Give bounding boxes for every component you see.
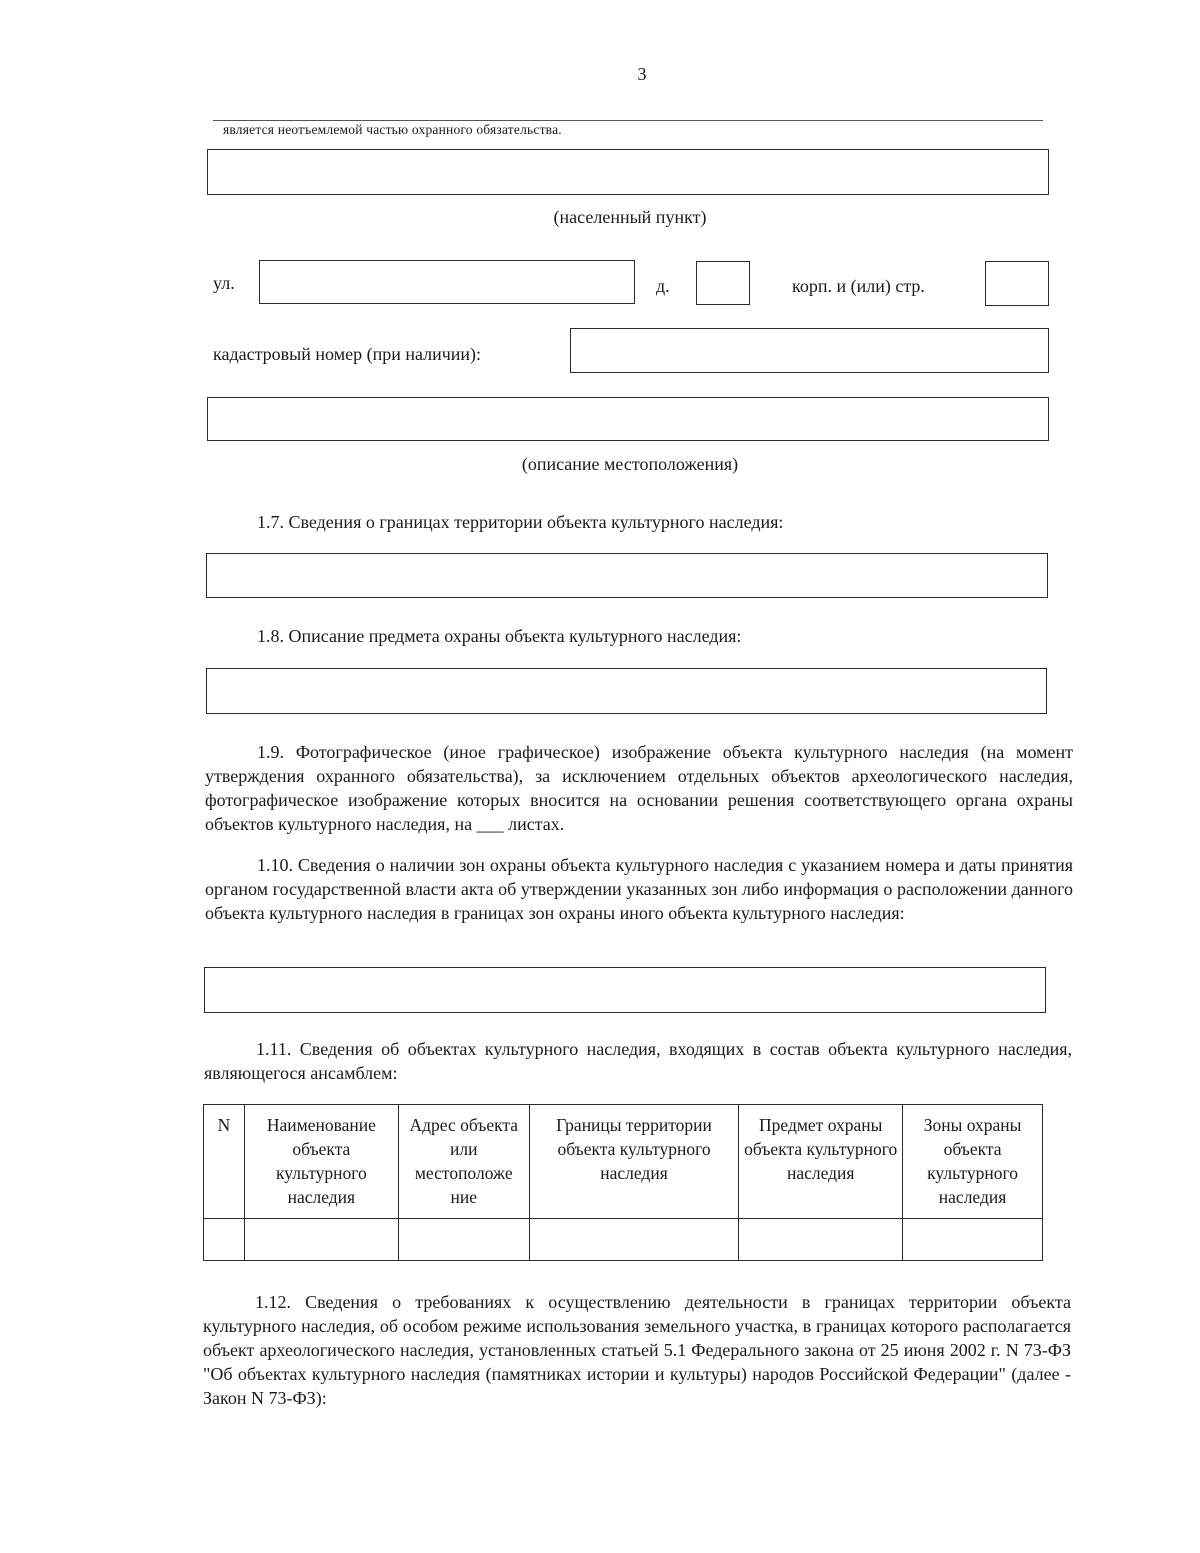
table-cell[interactable] <box>739 1219 903 1261</box>
table-header-cell: Адрес объекта или местоположе ние <box>398 1105 529 1219</box>
section-1-9-text: 1.9. Фотографическое (иное графическое) изображение объекта культурного наследия (на момент утверждения охранного обязательства), за исключением отдельных объектов археологического наследия, фотографическое изображение которых вносится на основании решения соответствующего органа охраны объектов культурного наследия, на ___ листах. <box>205 742 1073 834</box>
table-cell[interactable] <box>903 1219 1043 1261</box>
table-cell[interactable] <box>204 1219 245 1261</box>
section-1-8-heading: 1.8. Описание предмета охраны объекта культурного наследия: <box>257 626 742 646</box>
protection-zones-field[interactable] <box>204 967 1046 1013</box>
protection-subject-field[interactable] <box>206 668 1047 714</box>
cadastral-field[interactable] <box>570 328 1049 373</box>
section-1-11-paragraph <box>204 1037 1072 1085</box>
section-1-11-text: 1.11. Сведения об объектах культурного наследия, входящих в состав объекта культурного наследия, являющегося ансамблем: <box>204 1039 1072 1083</box>
table-header-cell: Зоны охраны объекта культурного наследия <box>903 1105 1043 1219</box>
settlement-label: (населенный пункт) <box>553 207 707 227</box>
table-cell[interactable] <box>398 1219 529 1261</box>
location-description-label: (описание местоположения) <box>521 454 739 474</box>
house-label: д. <box>656 276 670 296</box>
header-note: является неотъемлемой частью охранного обязательства. <box>223 122 562 137</box>
house-field[interactable] <box>696 261 750 305</box>
street-field[interactable] <box>259 260 635 304</box>
location-description-field[interactable] <box>207 397 1049 441</box>
section-1-12-text: 1.12. Сведения о требованиях к осуществлению деятельности в границах территории объекта культурного наследия, об особом режиме использования земельного участка, в границах которого располагается объект археологического наследия, установленных статьей 5.1 Федерального закона от 25 июня 2002 г. N 73-ФЗ "Об объектах культурного наследия (памятниках истории и культуры) народов Российской Федерации" (далее - Закон N 73-ФЗ): <box>203 1292 1071 1408</box>
street-label: ул. <box>213 273 235 293</box>
table-header-cell: N <box>204 1105 245 1219</box>
table-header-row <box>204 1105 1043 1219</box>
section-1-10-paragraph <box>205 853 1073 925</box>
building-label: корп. и (или) стр. <box>792 276 925 296</box>
table-header-cell: Предмет охраны объекта культурного наследия <box>739 1105 903 1219</box>
table-row[interactable] <box>204 1219 1043 1261</box>
table-cell[interactable] <box>244 1219 398 1261</box>
table-header-cell: Наименование объекта культурного наследия <box>244 1105 398 1219</box>
settlement-field[interactable] <box>207 149 1049 195</box>
cadastral-label: кадастровый номер (при наличии): <box>213 344 482 364</box>
boundaries-field[interactable] <box>206 553 1048 598</box>
table-cell[interactable] <box>529 1219 739 1261</box>
section-1-9-paragraph <box>205 740 1073 836</box>
section-1-7-heading: 1.7. Сведения о границах территории объекта культурного наследия: <box>257 512 784 532</box>
ensemble-table <box>203 1104 1043 1261</box>
building-field[interactable] <box>985 261 1049 306</box>
table-header-cell: Границы территории объекта культурного наследия <box>529 1105 739 1219</box>
page-number: 3 <box>637 64 647 84</box>
section-1-10-text: 1.10. Сведения о наличии зон охраны объекта культурного наследия с указанием номера и даты принятия органом государственной власти акта об утверждении указанных зон либо информация о расположении данного объекта культурного наследия в границах зон охраны иного объекта культурного наследия: <box>205 855 1073 923</box>
section-1-12-paragraph <box>203 1290 1071 1410</box>
